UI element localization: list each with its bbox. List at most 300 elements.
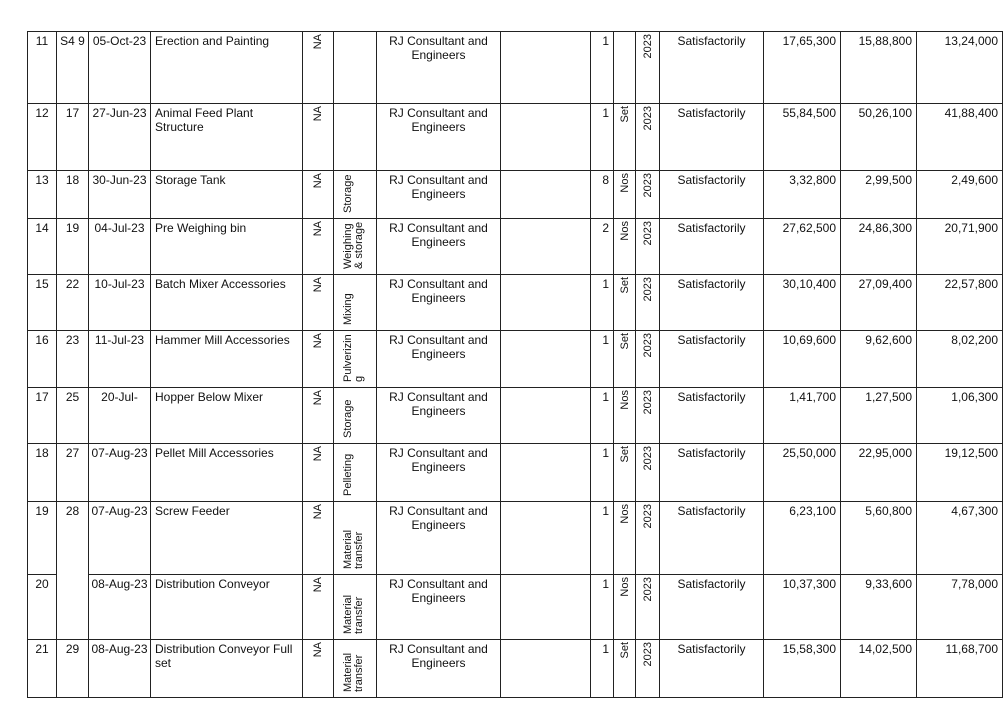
value-2-cell [841,275,917,331]
serial-number-cell [28,171,57,219]
year-text: 2023 [641,504,654,529]
quantity-cell [591,640,614,698]
blank-cell [501,331,591,388]
year-cell [636,275,660,331]
value-1-cell [764,32,841,104]
sno-text: 14 [35,221,49,235]
category-cell [334,275,377,331]
description-cell [151,219,303,275]
na-text: NA [312,504,324,520]
unit-cell [614,640,636,698]
quantity-cell [591,502,614,575]
serial-number-cell [28,388,57,444]
unit-cell [614,331,636,388]
na-text: NA [312,221,324,237]
desc-text: Distribution Conveyor [155,577,270,591]
sno-text: 13 [35,173,49,187]
ref-text: 22 [65,277,80,291]
consultant-text: RJ Consultant and Engineers [389,221,488,249]
na-text: NA [312,333,324,349]
quantity-cell [591,219,614,275]
unit-cell [614,219,636,275]
v2-text: 27,09,400 [858,277,912,291]
value-1-cell [764,388,841,444]
v3-text: 41,88,400 [944,106,998,120]
date-cell [89,219,151,275]
v2-text: 22,95,000 [858,446,912,460]
performance-cell [660,331,764,388]
consultant-text: RJ Consultant and Engineers [389,333,488,361]
value-3-cell [917,331,1003,388]
value-2-cell [841,104,917,171]
value-3-cell [917,575,1003,640]
value-1-cell [764,219,841,275]
description-cell [151,275,303,331]
v1-text: 1,41,700 [789,390,836,404]
serial-number-cell [28,275,57,331]
work-orders-table [27,31,1003,698]
table-row [28,575,1003,640]
consultant-cell [377,502,501,575]
qty-text: 2 [602,221,609,235]
sno-text: 18 [35,446,49,460]
category-cell [334,575,377,640]
consultant-text: RJ Consultant and Engineers [389,277,488,305]
value-1-cell [764,575,841,640]
na-cell [303,575,334,640]
v1-text: 3,32,800 [789,173,836,187]
ref-text: S4 9 [60,34,85,48]
consultant-cell [377,388,501,444]
year-text: 2023 [641,577,654,602]
value-2-cell [841,640,917,698]
ref-text: 29 [65,642,80,656]
category-text: Storage [342,399,354,438]
unit-cell [614,275,636,331]
na-cell [303,331,334,388]
quantity-cell [591,32,614,104]
performance-text: Satisfactorily [677,577,746,591]
v1-text: 55,84,500 [782,106,836,120]
reference-cell [57,104,89,171]
unit-text: Set [618,277,631,294]
table-row [28,502,1003,575]
value-2-cell [841,575,917,640]
year-cell [636,331,660,388]
blank-cell [501,104,591,171]
consultant-cell [377,219,501,275]
performance-cell [660,275,764,331]
na-text: NA [312,446,324,462]
year-text: 2023 [641,446,654,471]
desc-text: Hammer Mill Accessories [155,333,290,347]
performance-text: Satisfactorily [677,34,746,48]
ref-text: 19 [65,221,80,235]
unit-cell [614,388,636,444]
blank-cell [501,32,591,104]
blank-cell [501,502,591,575]
date-cell [89,502,151,575]
consultant-cell [377,331,501,388]
value-2-cell [841,444,917,502]
performance-text: Satisfactorily [677,504,746,518]
v1-text: 25,50,000 [782,446,836,460]
qty-text: 8 [602,173,609,187]
date-cell [89,575,151,640]
value-2-cell [841,331,917,388]
serial-number-cell [28,219,57,275]
qty-text: 1 [602,333,609,347]
category-text: Material transfer [342,529,365,569]
date-text: 20-Jul- [101,390,138,404]
qty-text: 1 [602,106,609,120]
reference-cell [57,275,89,331]
consultant-text: RJ Consultant and Engineers [389,577,488,605]
performance-text: Satisfactorily [677,642,746,656]
value-1-cell [764,331,841,388]
performance-text: Satisfactorily [677,333,746,347]
desc-text: Erection and Painting [155,34,270,48]
qty-text: 1 [602,34,609,48]
performance-cell [660,32,764,104]
sno-text: 15 [35,277,49,291]
value-3-cell [917,171,1003,219]
quantity-cell [591,388,614,444]
v3-text: 2,49,600 [951,173,998,187]
sno-text: 11 [35,34,49,48]
year-text: 2023 [641,106,654,131]
category-cell [334,331,377,388]
year-cell [636,640,660,698]
category-text: Mixing [342,293,354,325]
consultant-cell [377,575,501,640]
reference-cell [57,444,89,502]
category-cell [334,444,377,502]
serial-number-cell [28,640,57,698]
value-1-cell [764,275,841,331]
category-text: Material transfer [342,594,365,634]
unit-text: Set [618,446,631,463]
table-row [28,219,1003,275]
v2-text: 24,86,300 [858,221,912,235]
date-text: 11-Jul-23 [94,333,145,347]
ref-text: 23 [65,333,80,347]
v3-text: 7,78,000 [951,577,998,591]
na-text: NA [312,34,324,50]
consultant-cell [377,444,501,502]
category-text: Pulverizin g [342,334,365,382]
desc-text: Distribution Conveyor Full set [155,642,293,670]
performance-text: Satisfactorily [677,106,746,120]
value-1-cell [764,640,841,698]
sno-text: 19 [35,504,49,518]
consultant-text: RJ Consultant and Engineers [389,642,488,670]
unit-text: Nos [618,577,631,597]
date-cell [89,444,151,502]
year-text: 2023 [641,277,654,302]
year-cell [636,219,660,275]
performance-text: Satisfactorily [677,221,746,235]
value-2-cell [841,388,917,444]
serial-number-cell [28,104,57,171]
v2-text: 14,02,500 [858,642,912,656]
consultant-text: RJ Consultant and Engineers [389,173,488,201]
value-1-cell [764,502,841,575]
desc-text: Pellet Mill Accessories [155,446,274,460]
category-cell [334,104,377,171]
v1-text: 10,37,300 [782,577,836,591]
date-cell [89,331,151,388]
v1-text: 6,23,100 [789,504,836,518]
sno-text: 16 [35,333,49,347]
v2-text: 2,99,500 [865,173,912,187]
category-text: Material transfer [342,652,365,692]
date-cell [89,171,151,219]
na-cell [303,502,334,575]
qty-text: 1 [602,504,609,518]
qty-text: 1 [602,446,609,460]
value-1-cell [764,444,841,502]
na-cell [303,171,334,219]
reference-cell [57,219,89,275]
v1-text: 27,62,500 [782,221,836,235]
ref-text: 17 [65,106,80,120]
qty-text: 1 [602,277,609,291]
year-cell [636,171,660,219]
unit-cell [614,575,636,640]
description-cell [151,171,303,219]
performance-text: Satisfactorily [677,446,746,460]
blank-cell [501,575,591,640]
na-cell [303,275,334,331]
quantity-cell [591,104,614,171]
blank-cell [501,219,591,275]
value-3-cell [917,388,1003,444]
category-text [343,106,367,165]
year-cell [636,104,660,171]
table-row [28,640,1003,698]
performance-cell [660,388,764,444]
qty-text: 1 [602,577,609,591]
category-cell [334,502,377,575]
category-text [343,34,367,98]
ref-text: 28 [65,504,80,518]
year-cell [636,575,660,640]
na-cell [303,640,334,698]
category-cell [334,219,377,275]
qty-text: 1 [602,642,609,656]
value-2-cell [841,171,917,219]
category-cell [334,32,377,104]
quantity-cell [591,275,614,331]
table-row [28,444,1003,502]
category-text: Weighing & storage [342,221,365,269]
v2-text: 9,62,600 [865,333,912,347]
value-3-cell [917,32,1003,104]
date-text: 07-Aug-23 [91,446,148,460]
date-cell [89,104,151,171]
description-cell [151,502,303,575]
desc-text: Pre Weighing bin [155,221,247,235]
consultant-cell [377,32,501,104]
v3-text: 11,68,700 [945,642,998,656]
description-cell [151,575,303,640]
v1-text: 15,58,300 [782,642,836,656]
quantity-cell [591,575,614,640]
value-1-cell [764,171,841,219]
date-text: 08-Aug-23 [91,577,148,591]
unit-text: Nos [618,390,631,410]
unit-text: Set [618,642,631,659]
serial-number-cell [28,32,57,104]
value-2-cell [841,502,917,575]
category-cell [334,171,377,219]
performance-text: Satisfactorily [677,390,746,404]
na-text: NA [312,390,324,406]
unit-cell [614,171,636,219]
table-row [28,104,1003,171]
date-text: 05-Oct-23 [92,34,147,48]
v2-text: 15,88,800 [858,34,912,48]
performance-cell [660,640,764,698]
desc-text: Batch Mixer Accessories [155,277,286,291]
na-text: NA [312,642,324,658]
year-cell [636,32,660,104]
sno-text: 17 [35,390,49,404]
value-3-cell [917,275,1003,331]
performance-cell [660,575,764,640]
date-cell [89,388,151,444]
performance-text: Satisfactorily [677,277,746,291]
na-cell [303,388,334,444]
table-row [28,32,1003,104]
consultant-text: RJ Consultant and Engineers [389,504,488,532]
unit-text: Nos [618,504,631,524]
description-cell [151,32,303,104]
description-cell [151,388,303,444]
category-cell [334,640,377,698]
performance-cell [660,502,764,575]
value-3-cell [917,502,1003,575]
year-text: 2023 [641,390,654,415]
unit-text: Nos [618,173,631,193]
category-text: Pelleting [342,453,354,496]
category-cell [334,388,377,444]
blank-cell [501,640,591,698]
ref-text: 18 [65,173,80,187]
unit-cell [614,444,636,502]
v3-text: 19,12,500 [944,446,998,460]
v3-text: 1,06,300 [951,390,998,404]
na-text: NA [312,173,324,189]
consultant-text: RJ Consultant and Engineers [389,390,488,418]
reference-cell [57,388,89,444]
value-1-cell [764,104,841,171]
blank-cell [501,275,591,331]
unit-text: Set [618,106,631,123]
unit-cell [614,104,636,171]
table-row [28,331,1003,388]
year-text: 2023 [641,34,654,59]
performance-cell [660,219,764,275]
description-cell [151,331,303,388]
category-text: Storage [342,174,354,213]
v2-text: 5,60,800 [865,504,912,518]
date-text: 27-Jun-23 [92,106,147,120]
v2-text: 1,27,500 [865,390,912,404]
blank-cell [501,171,591,219]
unit-text: Nos [618,221,631,241]
performance-cell [660,171,764,219]
consultant-cell [377,171,501,219]
consultant-text: RJ Consultant and Engineers [389,446,488,474]
desc-text: Animal Feed Plant Structure [155,106,254,134]
blank-cell [501,388,591,444]
consultant-cell [377,640,501,698]
na-cell [303,219,334,275]
year-text: 2023 [641,221,654,246]
v3-text: 22,57,800 [944,277,998,291]
consultant-text: RJ Consultant and Engineers [389,34,488,62]
reference-cell [57,331,89,388]
reference-cell [57,640,89,698]
quantity-cell [591,171,614,219]
v1-text: 17,65,300 [782,34,836,48]
year-text: 2023 [641,642,654,667]
date-cell [89,32,151,104]
year-cell [636,444,660,502]
v2-text: 50,26,100 [858,106,912,120]
description-cell [151,640,303,698]
year-cell [636,502,660,575]
qty-text: 1 [602,390,609,404]
value-3-cell [917,640,1003,698]
value-3-cell [917,104,1003,171]
unit-cell [614,32,636,104]
v1-text: 30,10,400 [782,277,836,291]
blank-cell [501,444,591,502]
na-cell [303,444,334,502]
unit-cell [614,502,636,575]
description-cell [151,104,303,171]
desc-text: Hopper Below Mixer [155,390,264,404]
v3-text: 4,67,300 [951,504,998,518]
serial-number-cell [28,444,57,502]
serial-number-cell [28,502,57,575]
v3-text: 13,24,000 [944,34,998,48]
na-cell [303,32,334,104]
na-text: NA [312,277,324,293]
description-cell [151,444,303,502]
value-2-cell [841,219,917,275]
quantity-cell [591,331,614,388]
quantity-cell [591,444,614,502]
date-text: 04-Jul-23 [94,221,145,235]
date-text: 30-Jun-23 [92,173,147,187]
date-text: 08-Aug-23 [91,642,148,656]
table-row [28,171,1003,219]
ref-text: 25 [65,390,80,404]
reference-cell [57,502,89,640]
reference-cell [57,171,89,219]
performance-cell [660,444,764,502]
reference-cell [57,32,89,104]
na-text: NA [312,577,324,593]
consultant-cell [377,275,501,331]
v3-text: 20,71,900 [944,221,998,235]
consultant-cell [377,104,501,171]
serial-number-cell [28,575,57,640]
